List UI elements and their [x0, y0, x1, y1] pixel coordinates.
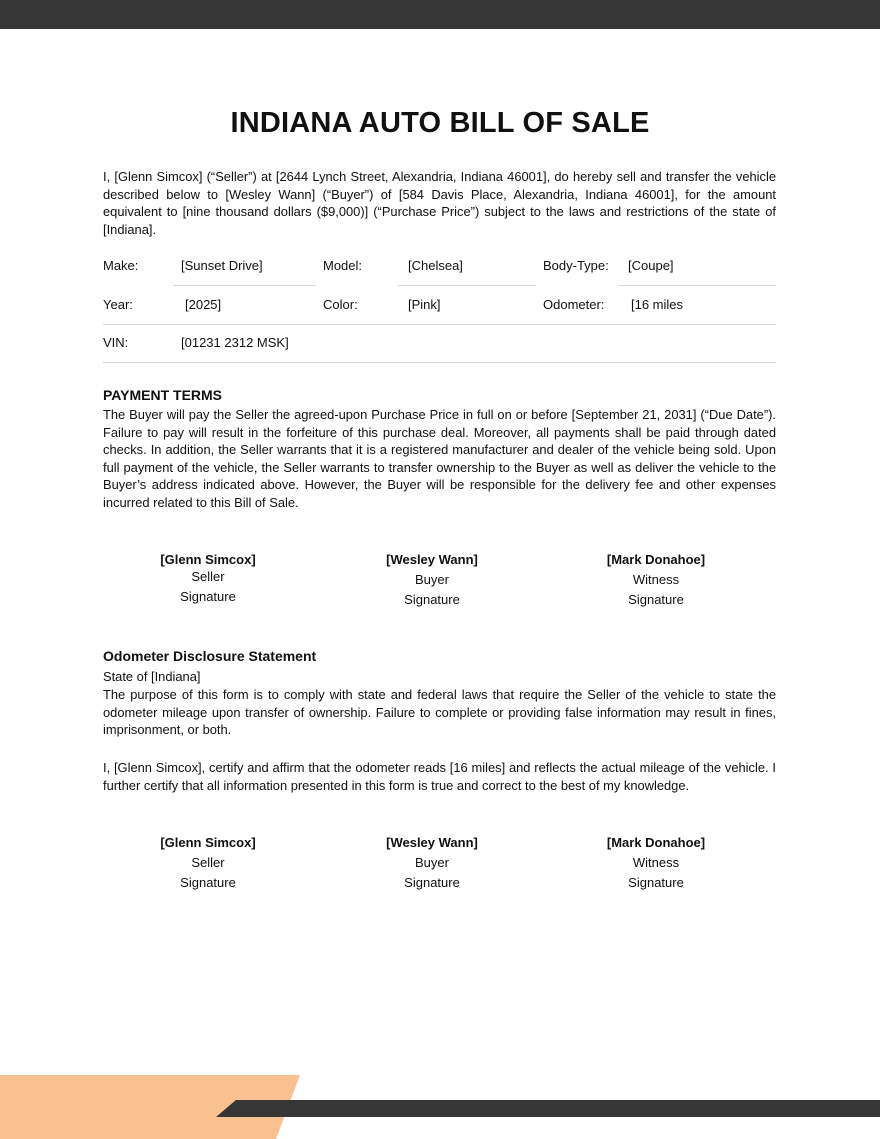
signer-name: [Glenn Simcox] [160, 552, 256, 567]
seller-signature-block [108, 833, 308, 893]
buyer-signature-block [332, 833, 532, 893]
odometer-state: State of [Indiana] [103, 669, 201, 684]
year-value: [2025] [185, 296, 222, 312]
vehicle-row-1 [103, 248, 776, 287]
vin-value: [01231 2312 MSK] [181, 335, 289, 350]
intro-paragraph: I, [Glenn Simcox] (“Seller”) at [2644 Lynch Street, Alexandria, Indiana 46001], do hereby sell and transfer the vehicle described below to [Wesley Wann] (“Buyer”) of [584 Davis Place, Alexandria, Indiana 46001], for the amount equivalent to [nine thousand dollars ($9,000)] (“Purchase Price”) subject to the laws and restrictions of the state of [Indiana]. [103, 169, 776, 237]
make-label: Make: [103, 258, 139, 273]
odometer-label: Odometer: [543, 296, 605, 312]
odometer-certification: I, [Glenn Simcox], certify and affirm that the odometer reads [16 miles] and reflects the actual mileage of the vehicle. I further certify that all information presented in this form is true and correct to the best of my knowledge. [103, 760, 776, 793]
body-type-label: Body-Type: [543, 258, 609, 273]
payment-terms-text: The Buyer will pay the Seller the agreed-upon Purchase Price in full on or before [September 21, 2031] (“Due Date”). Failure to pay will result in the forfeiture of this purchase deal. Moreover, all payments shall be paid through dated checks. In addition, the Seller warrants that it is a registered manufacturer and dealer of the vehicle being sold. Upon full payment of the vehicle, the Seller warrants to transfer ownership to the Buyer as well as deliver the vehicle to the Buyer’s address indicated above. However, the Buyer will be responsible for the delivery fee and other expenses incurred related to this Bill of Sale. [103, 407, 776, 510]
header-bar [0, 0, 880, 29]
odometer-value: [16 miles [631, 296, 684, 312]
vehicle-row-3 [103, 325, 776, 364]
body-type-value: [Coupe] [628, 258, 674, 273]
signer-role: Witness [632, 855, 680, 870]
odometer-heading: Odometer Disclosure Statement [103, 648, 317, 664]
document-title: INDIANA AUTO BILL OF SALE [230, 107, 650, 139]
odometer-purpose: The purpose of this form is to comply with state and federal laws that require the Seller of the vehicle to state the odometer mileage upon transfer of ownership. Failure to complete or providing false information may result in fines, imprisonment, or both. [103, 687, 776, 738]
signature-label: Signature [404, 875, 460, 890]
vin-label: VIN: [103, 335, 129, 350]
buyer-signature-block [332, 550, 532, 610]
signer-name: [Glenn Simcox] [160, 835, 256, 850]
signature-label: Signature [180, 589, 236, 604]
signature-label: Signature [628, 875, 684, 890]
signer-role: Buyer [415, 855, 449, 870]
signer-role: Seller [191, 569, 225, 584]
footer-bar [216, 1100, 880, 1117]
seller-signature-block [108, 550, 308, 607]
signer-name: [Mark Donahoe] [606, 835, 706, 850]
signer-role: Buyer [415, 572, 449, 587]
signature-label: Signature [180, 875, 236, 890]
model-value: [Chelsea] [408, 258, 463, 273]
witness-signature-block [556, 833, 756, 893]
model-label: Model: [323, 258, 363, 273]
color-value: [Pink] [408, 296, 441, 312]
year-label: Year: [103, 296, 133, 312]
vehicle-details [103, 248, 776, 364]
signer-role: Witness [632, 572, 680, 587]
signer-name: [Wesley Wann] [386, 552, 478, 567]
witness-signature-block [556, 550, 756, 610]
signer-name: [Mark Donahoe] [606, 552, 706, 567]
make-value: [Sunset Drive] [181, 258, 263, 273]
color-label: Color: [323, 296, 358, 312]
vehicle-row-2 [103, 287, 776, 326]
signature-label: Signature [404, 592, 460, 607]
payment-terms-heading: PAYMENT TERMS [103, 387, 223, 403]
signer-name: [Wesley Wann] [386, 835, 478, 850]
signature-label: Signature [628, 592, 684, 607]
divider [103, 362, 776, 363]
signer-role: Seller [191, 855, 225, 870]
